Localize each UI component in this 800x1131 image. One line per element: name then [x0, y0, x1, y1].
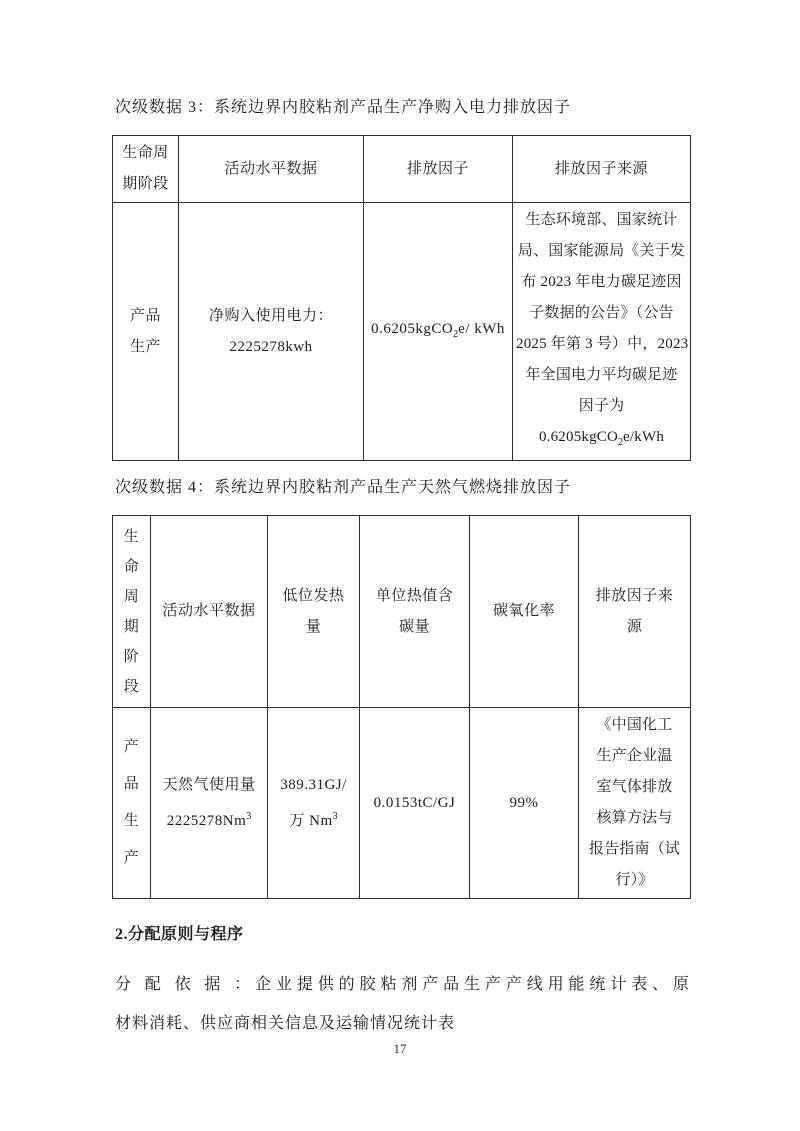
secondary-data-3-table	[112, 135, 691, 461]
table3-cell-source: 生态环境部、国家统计 局、国家能源局《关于发 布 2023 年电力碳足迹因 子数据的公告》（公告 2025 年第 3 号）中，2023 年全国电力平均碳足迹 因子为 0.6205kgCO$_2$e/kWh	[513, 203, 691, 461]
allocation-paragraph-line-1: 分 配 依 据 ：企业提供的胶粘剂产品生产产线用能统计表、原	[115, 976, 690, 993]
table4-cell-activity: 天然气使用量 2225278Nm$^3$	[151, 708, 268, 899]
table3-header-stage: 生命周 期阶段	[113, 136, 179, 203]
table4-cell-stage: 产品生产	[113, 708, 151, 899]
table3-data-row	[113, 203, 691, 461]
table3-cell-factor: 0.6205kgCO$_2$e/ kWh	[364, 203, 513, 461]
table3-cell-stage: 产品 生产	[113, 203, 179, 461]
page-content	[112, 95, 690, 1036]
table4-header-stage: 生命周期阶段	[113, 516, 151, 708]
table4-header-ncv: 低位发热 量	[268, 516, 360, 708]
table4-header-carbon-content: 单位热值含 碳量	[360, 516, 470, 708]
table3-header-activity: 活动水平数据	[179, 136, 364, 203]
table4-header-activity: 活动水平数据	[151, 516, 268, 708]
secondary-data-4-table	[112, 515, 691, 899]
table4-header-row	[113, 516, 691, 708]
table4-header-source: 排放因子来 源	[579, 516, 691, 708]
table3-header-source: 排放因子来源	[513, 136, 691, 203]
allocation-paragraph-line-2: 材料消耗、供应商相关信息及运输情况统计表	[115, 1015, 456, 1032]
table4-cell-source: 《中国化工 生产企业温 室气体排放 核算方法与 报告指南（试 行）》	[579, 708, 691, 899]
allocation-section-heading: 2.分配原则与程序	[115, 926, 244, 943]
table3-header-row	[113, 136, 691, 203]
allocation-paragraph	[112, 973, 690, 1036]
table4-cell-oxidation-rate: 99%	[470, 708, 579, 899]
table3-cell-activity: 净购入使用电力： 2225278kwh	[179, 203, 364, 461]
table4-data-row	[113, 708, 691, 899]
secondary-data-4-title: 次级数据 4：系统边界内胶粘剂产品生产天然气燃烧排放因子	[115, 479, 572, 496]
table3-header-factor: 排放因子	[364, 136, 513, 203]
table4-cell-ncv: 389.31GJ/ 万 Nm$^3$	[268, 708, 360, 899]
table4-header-oxidation-rate: 碳氧化率	[470, 516, 579, 708]
page-number: 17	[393, 1041, 407, 1056]
table4-cell-carbon-content: 0.0153tC/GJ	[360, 708, 470, 899]
secondary-data-3-title: 次级数据 3：系统边界内胶粘剂产品生产净购入电力排放因子	[115, 99, 572, 116]
